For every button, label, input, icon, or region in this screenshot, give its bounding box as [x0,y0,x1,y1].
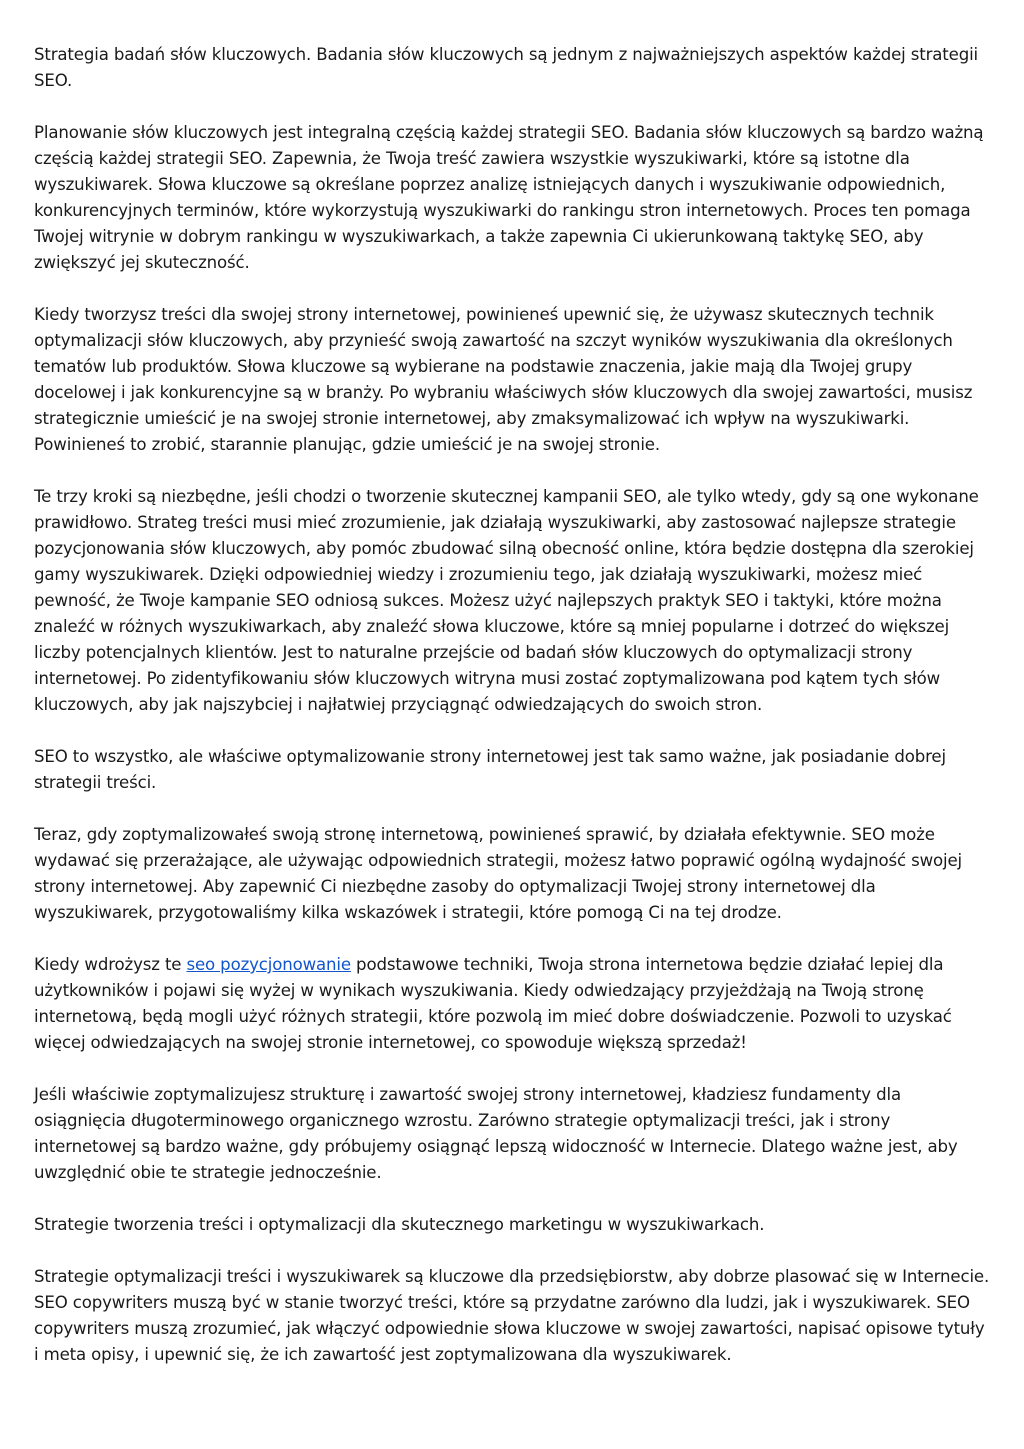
paragraph: SEO to wszystko, ale właściwe optymalizowanie strony internetowej jest tak samo ważne, jak posiadanie dobrej strategii treści. [34,747,946,792]
seo-pozycjonowanie-link[interactable]: seo pozycjonowanie [186,955,351,974]
paragraph: Strategia badań słów kluczowych. Badania słów kluczowych są jednym z najważniejszych aspektów każdej strategii SEO. [34,45,978,90]
paragraph: Strategie optymalizacji treści i wyszukiwarek są kluczowe dla przedsiębiorstw, aby dobrze plasować się w Internecie. SEO copywriters muszą być w stanie tworzyć treści, które są przydatne zarówno dla ludzi, jak i wyszukiwarek. SEO copywriters muszą zrozumieć, jak włączyć odpowiednie słowa kluczowe w swojej zawartości, napisać opisowe tytuły i meta opisy, i upewnić się, że ich zawartość jest zoptymalizowana dla wyszukiwarek. [34,1267,990,1364]
paragraph: Kiedy tworzysz treści dla swojej strony internetowej, powinieneś upewnić się, że używasz skutecznych technik optymalizacji słów kluczowych, aby przynieść swoją zawartość na szczyt wyników wyszukiwania dla określonych tematów lub produktów. Słowa kluczowe są wybierane na podstawie znaczenia, jakie mają dla Twojej grupy docelowej i jak konkurencyjne są w branży. Po wybraniu właściwych słów kluczowych dla swojej zawartości, musisz strategicznie umieścić je na swojej stronie internetowej, aby zmaksymalizować ich wpływ na wyszukiwarki. Powinieneś to zrobić, starannie planując, gdzie umieścić je na swojej stronie. [34,305,973,454]
paragraph: Jeśli właściwie zoptymalizujesz strukturę i zawartość swojej strony internetowej, kładziesz fundamenty dla osiągnięcia długoterminowego organicznego wzrostu. Zarówno strategie optymalizacji treści, jak i strony internetowej są bardzo ważne, gdy próbujemy osiągnąć lepszą widoczność w Internecie. Dlatego ważne jest, aby uwzględnić obie te strategie jednocześnie. [34,1085,958,1182]
document-body [34,42,992,1394]
paragraph: Strategie tworzenia treści i optymalizacji dla skutecznego marketingu w wyszukiwarkach. [34,1215,765,1234]
paragraph-text-before-link: Kiedy wdrożysz te [34,955,187,974]
paragraph-text-after-link: podstawowe techniki, Twoja strona internetowa będzie działać lepiej dla użytkowników i pojawi się wyżej w wynikach wyszukiwania. Kiedy odwiedzający przyjeżdżają na Twoją stronę internetową, będą mogli użyć różnych strategii, które pozwolą im mieć dobre doświadczenie. Pozwoli to uzyskać więcej odwiedzających na swojej stronie internetowej, co spowoduje większą sprzedaż! [34,955,952,1052]
paragraph: Te trzy kroki są niezbędne, jeśli chodzi o tworzenie skutecznej kampanii SEO, ale tylko wtedy, gdy są one wykonane prawidłowo. Strateg treści musi mieć zrozumienie, jak działają wyszukiwarki, aby zastosować najlepsze strategie pozycjonowania słów kluczowych, aby pomóc zbudować silną obecność online, która będzie dostępna dla szerokiej gamy wyszukiwarek. Dzięki odpowiedniej wiedzy i zrozumieniu tego, jak działają wyszukiwarki, możesz mieć pewność, że Twoje kampanie SEO odniosą sukces. Możesz użyć najlepszych praktyk SEO i taktyki, które można znaleźć w różnych wyszukiwarkach, aby znaleźć słowa kluczowe, które są mniej popularne i dotrzeć do większej liczby potencjalnych klientów. Jest to naturalne przejście od badań słów kluczowych do optymalizacji strony internetowej. Po zidentyfikowaniu słów kluczowych witryna musi zostać zoptymalizowana pod kątem tych słów kluczowych, aby jak najszybciej i najłatwiej przyciągnąć odwiedzających do swoich stron. [34,487,979,714]
paragraph-with-link [34,952,992,1056]
paragraph: Teraz, gdy zoptymalizowałeś swoją stronę internetową, powinieneś sprawić, by działała efektywnie. SEO może wydawać się przerażające, ale używając odpowiednich strategii, możesz łatwo poprawić ogólną wydajność swojej strony internetowej. Aby zapewnić Ci niezbędne zasoby do optymalizacji Twojej strony internetowej dla wyszukiwarek, przygotowaliśmy kilka wskazówek i strategii, które pomogą Ci na tej drodze. [34,825,962,922]
paragraph: Planowanie słów kluczowych jest integralną częścią każdej strategii SEO. Badania słów kluczowych są bardzo ważną częścią każdej strategii SEO. Zapewnia, że Twoja treść zawiera wszystkie wyszukiwarki, które są istotne dla wyszukiwarek. Słowa kluczowe są określane poprzez analizę istniejących danych i wyszukiwanie odpowiednich, konkurencyjnych terminów, które wykorzystują wyszukiwarki do rankingu stron internetowych. Proces ten pomaga Twojej witrynie w dobrym rankingu w wyszukiwarkach, a także zapewnia Ci ukierunkowaną taktykę SEO, aby zwiększyć jej skuteczność. [34,123,984,272]
